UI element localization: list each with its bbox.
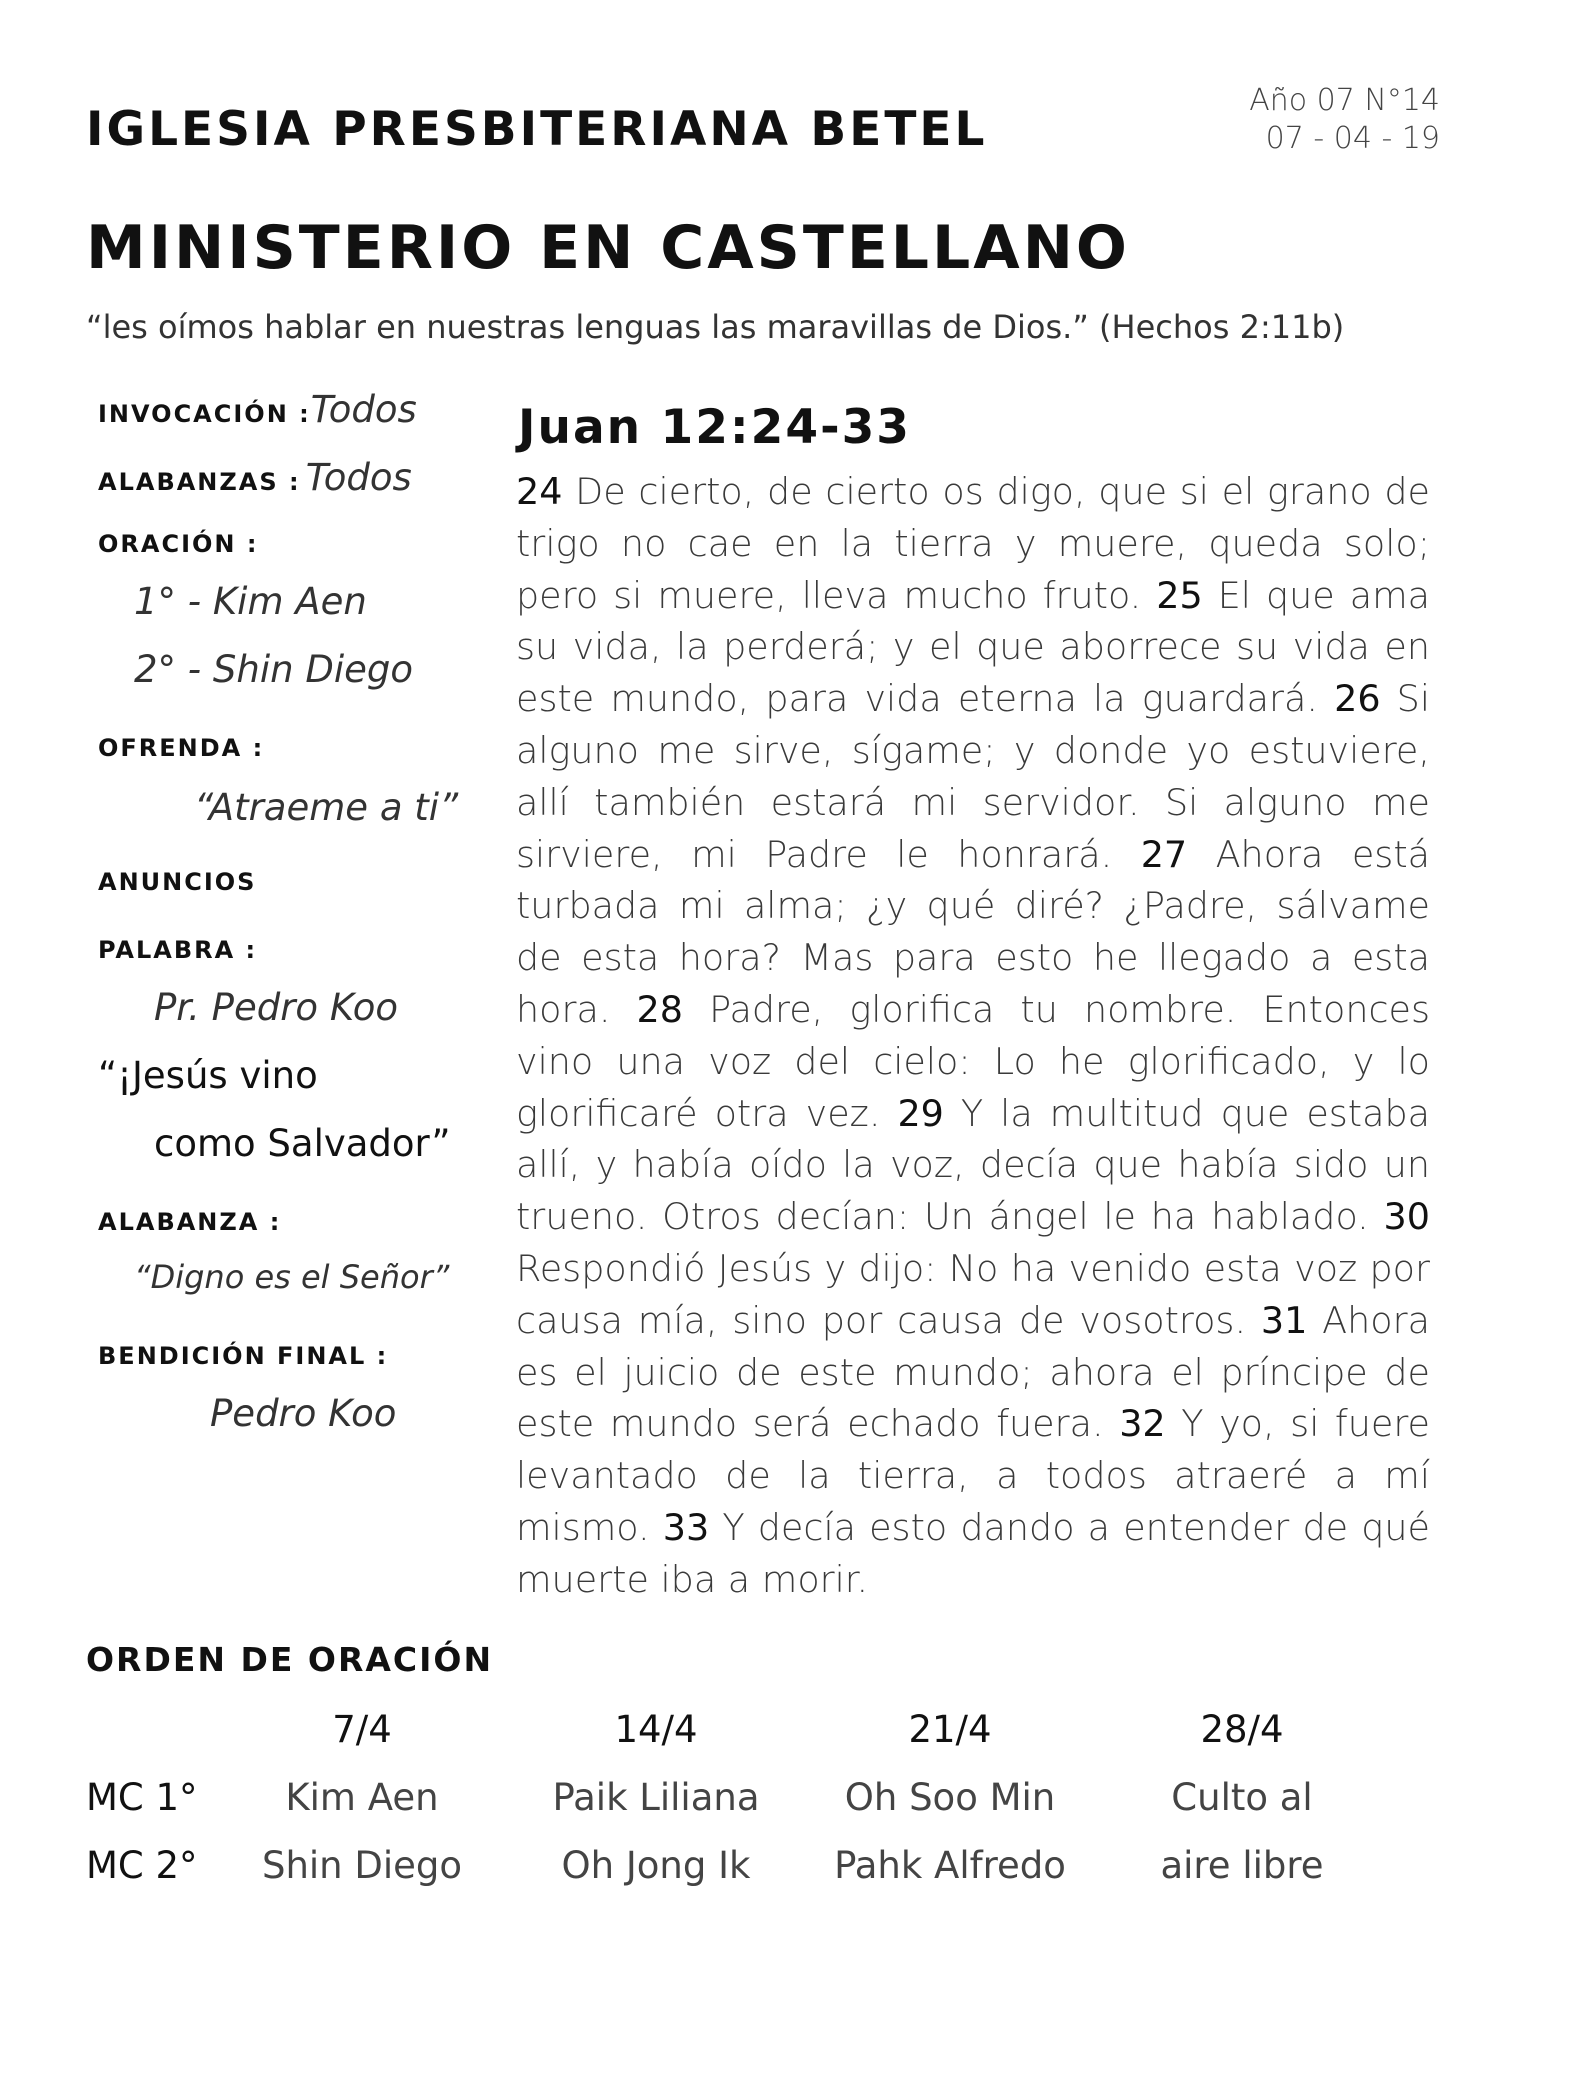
- oracion-label-row: [98, 530, 258, 558]
- alabanza-label: ALABANZA :: [98, 1208, 282, 1236]
- bendicion-label-row: [98, 1342, 388, 1370]
- alabanzas-value: Todos: [305, 456, 412, 499]
- prayer-name-cell: Shin Diego: [261, 1844, 463, 1887]
- alabanza-value: “Digno es el Señor”: [134, 1258, 450, 1296]
- verse-text: Ahora está turbada mi alma; ¿y qué diré? ¿Padre, sálvame de esta hora? Mas para esto he llegado a esta hora.: [516, 832, 1430, 1031]
- verse-number: 27: [1140, 832, 1188, 876]
- prayer-date: 28/4: [1200, 1708, 1284, 1751]
- verse-number: 33: [662, 1505, 710, 1549]
- anuncios-row: [98, 868, 256, 896]
- verse-text: Y decía esto dando a entender de qué muerte iba a morir.: [516, 1505, 1430, 1601]
- sermon-title-line1: “¡Jesús vino: [98, 1054, 318, 1097]
- oracion-first: 1° - Kim Aen: [134, 580, 367, 623]
- verse-number: 32: [1119, 1402, 1166, 1446]
- issue-date: 07 - 04 - 19: [1265, 121, 1440, 156]
- prayer-name-cell: Kim Aen: [285, 1776, 439, 1819]
- verse-number: 29: [897, 1091, 944, 1135]
- prayer-date: 21/4: [908, 1708, 992, 1751]
- verse-text: De cierto, de cierto os digo, que si el grano de trigo no cae en la tierra y muere, queda solo; pero si muere, lleva mucho fruto.: [516, 470, 1430, 617]
- verse-text: Padre, glorifica tu nombre. Entonces vino una voz del cielo: Lo he glorificado, y lo glorificaré otra vez.: [516, 987, 1430, 1135]
- alabanzas-label: ALABANZAS :: [98, 468, 301, 496]
- verse-number: 28: [636, 987, 683, 1031]
- prayer-row-label: MC 1°: [86, 1776, 198, 1819]
- prayer-name-cell: Culto al: [1171, 1776, 1313, 1819]
- prayer-date: 14/4: [614, 1708, 698, 1751]
- prayer-name-cell: Paik Liliana: [552, 1776, 760, 1819]
- invocacion-value: Todos: [310, 388, 417, 431]
- sermon-title-line2: como Salvador”: [154, 1122, 451, 1165]
- motto-verse: “les oímos hablar en nuestras lenguas las maravillas de Dios.” (Hechos 2:11b): [86, 308, 1345, 346]
- palabra-label-row: [98, 936, 257, 964]
- prayer-name-cell: Pahk Alfredo: [834, 1844, 1066, 1887]
- prayer-date: 7/4: [332, 1708, 392, 1751]
- invocacion-label: INVOCACIÓN :: [98, 400, 311, 428]
- bendicion-label: BENDICIÓN FINAL :: [98, 1342, 389, 1370]
- anuncios-label: ANUNCIOS: [98, 868, 257, 896]
- prayer-order-title: ORDEN DE ORACIÓN: [86, 1640, 494, 1679]
- ministry-title: MINISTERIO EN CASTELLANO: [86, 213, 1130, 283]
- verse-text: Y yo, si fuere levantado de la tierra, a todos atraeré a mí mismo.: [516, 1402, 1430, 1549]
- verse-text: Respondió Jesús y dijo: No ha venido esta voz por causa mía, sino por causa de vosotros.: [516, 1246, 1430, 1342]
- passage-text: [516, 466, 1430, 1606]
- prayer-name-cell: Oh Soo Min: [844, 1776, 1056, 1819]
- alabanzas-row: [98, 456, 412, 499]
- verse-text: Si alguno me sirve, sígame; y donde yo estuviere, allí también estará mi servidor. Si alguno me sirviere, mi Padre le honrará.: [516, 677, 1430, 876]
- alabanza-label-row: [98, 1208, 281, 1236]
- verse-number: 30: [1383, 1195, 1430, 1239]
- ofrenda-value: “Atraeme a ti”: [194, 786, 459, 829]
- prayer-name-cell: Oh Jong Ik: [561, 1844, 751, 1887]
- verse-number: 25: [1156, 573, 1203, 617]
- palabra-preacher: Pr. Pedro Koo: [154, 986, 399, 1029]
- verse-text: El que ama su vida, la perderá; y el que aborrece su vida en este mundo, para vida eterna la guardará.: [516, 573, 1431, 721]
- prayer-name-cell: aire libre: [1160, 1844, 1324, 1887]
- invocacion-row: [98, 388, 417, 431]
- ofrenda-label-row: [98, 734, 264, 762]
- oracion-label: ORACIÓN :: [98, 530, 259, 558]
- prayer-row-label: MC 2°: [86, 1844, 198, 1887]
- palabra-label: PALABRA :: [98, 936, 258, 964]
- bendicion-value: Pedro Koo: [210, 1392, 397, 1435]
- verse-number: 26: [1334, 677, 1381, 721]
- ofrenda-label: OFRENDA :: [98, 734, 265, 762]
- issue-meta: [1200, 82, 1440, 158]
- verse-number: 31: [1260, 1298, 1308, 1342]
- passage-reference: Juan 12:24-33: [518, 400, 912, 455]
- verse-text: Ahora es el juicio de este mundo; ahora el príncipe de este mundo será echado fuera.: [516, 1298, 1430, 1446]
- oracion-second: 2° - Shin Diego: [134, 648, 413, 691]
- issue-number: Año 07 N°14: [1249, 83, 1440, 118]
- verse-number: 24: [516, 470, 563, 513]
- verse-text: Y la multitud que estaba allí, y había oído la voz, decía que había sido un trueno. Otros decían: Un ángel le ha hablado.: [516, 1091, 1431, 1239]
- church-name: IGLESIA PRESBITERIANA BETEL: [86, 102, 988, 157]
